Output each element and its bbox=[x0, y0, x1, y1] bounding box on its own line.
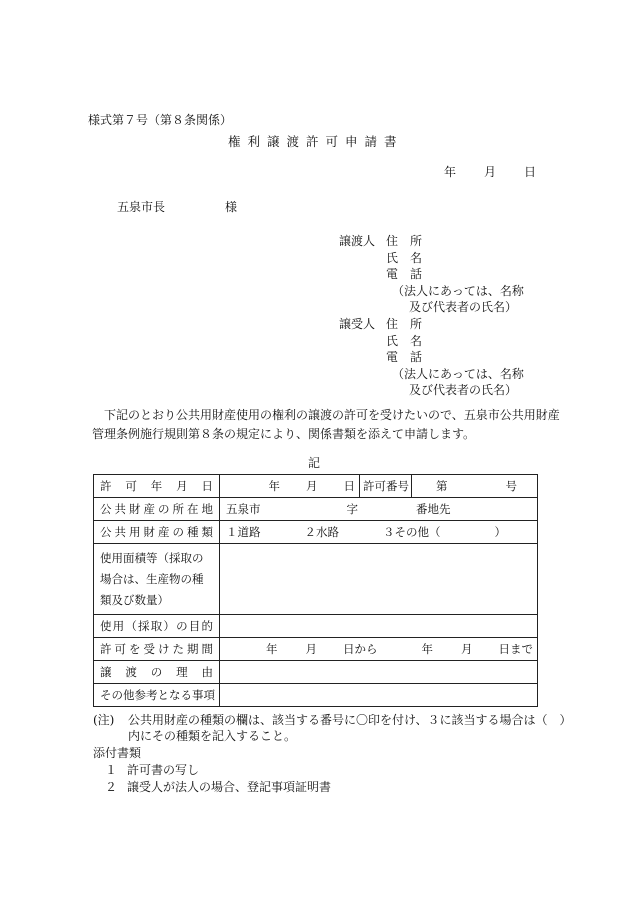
date-day: 日 bbox=[524, 165, 537, 179]
location-banchi: 番地先 bbox=[416, 502, 451, 516]
row-period bbox=[94, 638, 538, 661]
transferor-role: 譲渡人 bbox=[339, 234, 376, 248]
attachment-num: ２ bbox=[105, 780, 118, 794]
attachment-text: 許可書の写し bbox=[127, 763, 200, 777]
transferee-note2: 及び代表者の氏名） bbox=[409, 383, 518, 397]
row-other bbox=[94, 684, 538, 707]
permit-number-go: 号 bbox=[505, 479, 517, 493]
permit-date-label: 許可年月日 bbox=[94, 475, 220, 498]
row-reason bbox=[94, 661, 538, 684]
form-number: 様式第７号（第８条関係） bbox=[88, 113, 233, 127]
permit-date-day: 日 bbox=[343, 479, 355, 493]
purpose-value[interactable] bbox=[220, 615, 538, 638]
reason-label: 譲渡の理由 bbox=[94, 661, 220, 684]
period-month-from: 月 bbox=[305, 642, 317, 656]
period-day-to: 日まで bbox=[498, 642, 533, 656]
addressee bbox=[117, 198, 237, 215]
transferor-note2: 及び代表者の氏名） bbox=[409, 300, 518, 314]
transferee-role: 譲受人 bbox=[339, 317, 376, 331]
transferee-address-label: 住 所 bbox=[386, 317, 423, 331]
type-option-2[interactable]: ２水路 bbox=[304, 525, 339, 539]
page-title: 権利譲渡許可申請書 bbox=[228, 134, 404, 149]
period-value[interactable] bbox=[220, 638, 538, 661]
permit-date-month: 月 bbox=[306, 479, 318, 493]
permit-number-dai: 第 bbox=[436, 479, 448, 493]
location-aza: 字 bbox=[346, 502, 358, 516]
permit-date-value[interactable] bbox=[220, 475, 360, 498]
addressee-honorific: 様 bbox=[225, 200, 238, 214]
row-type bbox=[94, 521, 538, 544]
permit-date-year: 年 bbox=[268, 479, 280, 493]
row-purpose bbox=[94, 615, 538, 638]
other-label: その他参考となる事項 bbox=[94, 684, 220, 707]
note-line-1: 公共用財産の種類の欄は、該当する番号に〇印を付け、３に該当する場合は（ ） bbox=[128, 713, 572, 727]
row-location bbox=[94, 498, 538, 521]
type-option-1[interactable]: １道路 bbox=[226, 525, 261, 539]
attachment-text: 譲受人が法人の場合、登記事項証明書 bbox=[127, 780, 332, 794]
location-city: 五泉市 bbox=[226, 502, 261, 516]
reason-value[interactable] bbox=[220, 661, 538, 684]
date-line bbox=[444, 163, 536, 180]
location-value[interactable] bbox=[220, 498, 538, 521]
purpose-label: 使用（採取）の目的 bbox=[94, 615, 220, 638]
period-year-to: 年 bbox=[421, 642, 433, 656]
note-prefix: (注) bbox=[93, 713, 115, 727]
area-label: 使用面積等（採取の場合は、生産物の種類及び数量） bbox=[94, 544, 220, 615]
permit-number-label: 許可番号 bbox=[360, 475, 412, 498]
transferee-phone-label: 電 話 bbox=[386, 350, 423, 364]
other-value[interactable] bbox=[220, 684, 538, 707]
note-line-2: 内にその種類を記入すること。 bbox=[128, 729, 297, 743]
period-day-from: 日から bbox=[343, 642, 378, 656]
transferor-note1: （法人にあっては、名称 bbox=[392, 284, 524, 298]
period-year-from: 年 bbox=[266, 642, 278, 656]
transferee-name-label: 氏 名 bbox=[386, 334, 423, 348]
permit-number-value[interactable] bbox=[412, 475, 538, 498]
application-table bbox=[93, 474, 538, 707]
row-permit-date bbox=[94, 475, 538, 498]
type-option-3[interactable]: ３その他（ bbox=[383, 525, 441, 539]
ki-heading: 記 bbox=[308, 456, 321, 470]
application-statement: 下記のとおり公共用財産使用の権利の譲渡の許可を受けたいので、五泉市公共用財産管理条例施行規則第８条の規定により、関係書類を添えて申請します。 bbox=[92, 408, 560, 441]
transferee-note1: （法人にあっては、名称 bbox=[392, 367, 524, 381]
period-label: 許可を受けた期間 bbox=[94, 638, 220, 661]
row-area bbox=[94, 544, 538, 615]
addressee-name: 五泉市長 bbox=[117, 200, 166, 214]
attachments-title: 添付書類 bbox=[93, 746, 142, 760]
date-year: 年 bbox=[444, 165, 457, 179]
transferor-name-label: 氏 名 bbox=[386, 251, 423, 265]
period-month-to: 月 bbox=[461, 642, 473, 656]
attachment-num: １ bbox=[105, 763, 118, 777]
transferor-phone-label: 電 話 bbox=[386, 267, 423, 281]
type-option-3-close: ） bbox=[494, 525, 506, 539]
type-value[interactable] bbox=[220, 521, 538, 544]
date-month: 月 bbox=[484, 165, 497, 179]
type-label: 公共用財産の種類 bbox=[94, 521, 220, 544]
attachment-item bbox=[105, 778, 331, 795]
attachment-item bbox=[105, 761, 199, 778]
area-value[interactable] bbox=[220, 544, 538, 615]
transferor-address-label: 住 所 bbox=[386, 234, 423, 248]
location-label: 公共財産の所在地 bbox=[94, 498, 220, 521]
